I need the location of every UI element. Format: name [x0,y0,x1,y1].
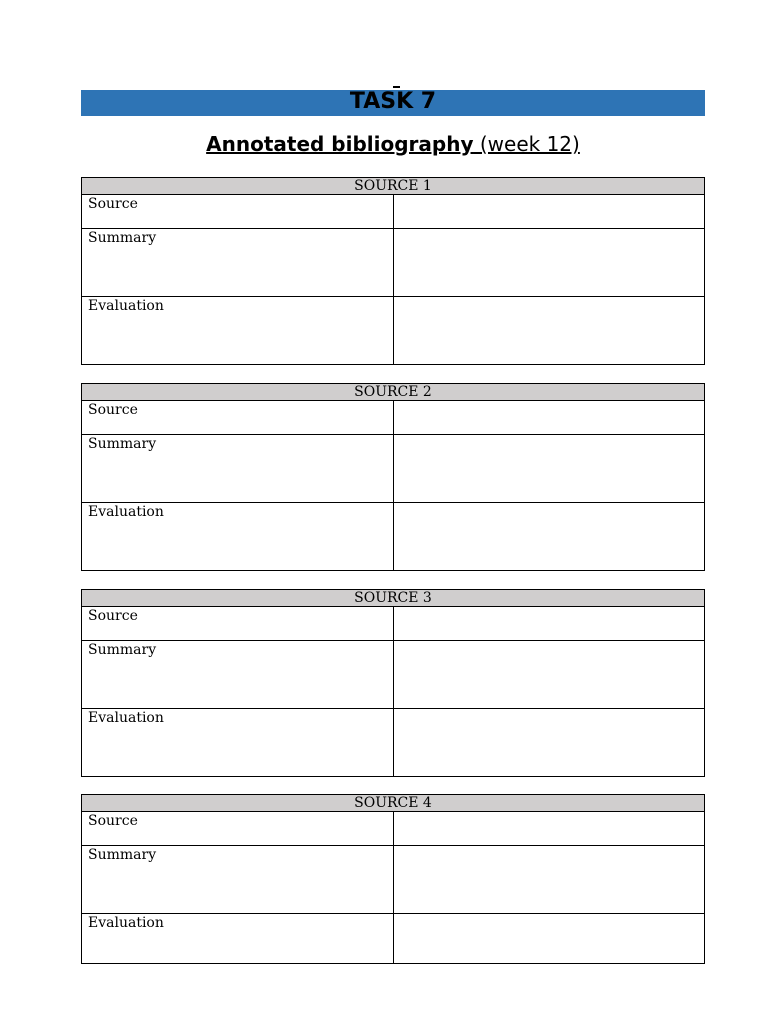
source-table-3 [81,589,705,777]
source-table-title: SOURCE 4 [82,795,705,812]
evaluation-label: Evaluation [82,503,394,571]
summary-label: Summary [82,846,394,914]
summary-label: Summary [82,229,394,297]
source-table-2 [81,383,705,571]
source-label: Source [82,401,394,435]
source-entry-cell[interactable] [393,607,705,641]
summary-entry-cell[interactable] [393,641,705,709]
summary-entry-cell[interactable] [393,229,705,297]
source-table-title: SOURCE 2 [82,384,705,401]
source-label: Source [82,195,394,229]
dash-mark [393,86,400,88]
source-table-title: SOURCE 3 [82,590,705,607]
evaluation-entry-cell[interactable] [393,914,705,964]
source-table-1 [81,177,705,365]
task-header-bar [81,90,705,116]
evaluation-entry-cell[interactable] [393,297,705,365]
evaluation-label: Evaluation [82,709,394,777]
evaluation-label: Evaluation [82,297,394,365]
source-entry-cell[interactable] [393,195,705,229]
evaluation-label: Evaluation [82,914,394,964]
source-entry-cell[interactable] [393,401,705,435]
summary-entry-cell[interactable] [393,846,705,914]
evaluation-entry-cell[interactable] [393,503,705,571]
source-entry-cell[interactable] [393,812,705,846]
subtitle-week: (week 12) [473,132,580,156]
task-title: TASK 7 [349,89,437,114]
evaluation-entry-cell[interactable] [393,709,705,777]
source-table-4 [81,794,705,964]
page-subtitle [0,132,768,156]
source-table-title: SOURCE 1 [82,178,705,195]
subtitle-bold: Annotated bibliography [206,132,474,156]
summary-entry-cell[interactable] [393,435,705,503]
summary-label: Summary [82,641,394,709]
summary-label: Summary [82,435,394,503]
source-label: Source [82,607,394,641]
source-label: Source [82,812,394,846]
